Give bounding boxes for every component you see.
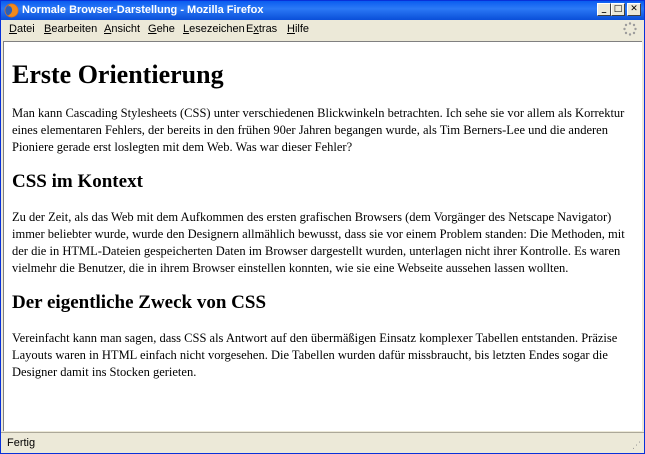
menu-extras[interactable]: Extras (246, 23, 278, 35)
heading-css-im-kontext: CSS im Kontext (12, 171, 143, 192)
paragraph-kontext: Zu der Zeit, als das Web mit dem Aufkommen des ersten grafischen Browsers (dem Vorgänger des Netscape Navigator) immer beliebter wurde, wurde den Designern allmählich bewusst, dass sie vor einem Problem standen: Die Methoden, mit der die in HTML-Dateien gespeicherten Daten im Browser dargestellt wurden, unterlagen nicht ihrer Kontrolle. Es waren vielmehr die Benutzer, die in ihrem Browser einstellen konnten, wie sie eine Webseite aussehen lassen wollten. (12, 210, 625, 275)
menu-bearbeiten[interactable]: Bearbeiten (44, 23, 98, 35)
paragraph-intro: Man kann Cascading Stylesheets (CSS) unter verschiedenen Blickwinkeln betrachten. Ich sehe sie vor allem als Korrektur eines elementaren Fehlers, der bereits in den frühen 90er Jahren begangen wurde, als Tim Berners-Lee und die anderen Pioniere gerade erst loslegten mit dem Web. Was war dieser Fehler? (12, 106, 625, 154)
menu-lesezeichen[interactable]: Lesezeichen (183, 23, 245, 35)
heading-zweck-von-css: Der eigentliche Zweck von CSS (12, 292, 267, 313)
maximize-button[interactable]: □ (611, 3, 625, 16)
close-button[interactable]: ✕ (627, 3, 641, 16)
resize-grip-icon[interactable]: ⋰ (632, 441, 641, 451)
page-content[interactable] (3, 41, 642, 431)
menu-gehe[interactable]: Gehe (148, 23, 175, 35)
menu-bar (1, 20, 644, 39)
paragraph-zweck: Vereinfacht kann man sagen, dass CSS als Antwort auf den übermäßigen Einsatz komplexer Tabellen entstanden. Präzise Layouts waren in HTML einfach nicht vorgesehen. Die Tabellen wurden dafür missbraucht, bis letzten Endes sogar die Designer damit ins Stocken gerieten. (12, 331, 618, 379)
page-heading: Erste Orientierung (12, 60, 224, 89)
throbber-icon (622, 21, 638, 37)
status-text: Fertig (7, 437, 36, 449)
minimize-button[interactable]: _ (597, 3, 611, 16)
window-title: Normale Browser-Darstellung - Mozilla Firefox (22, 4, 264, 16)
status-bar (1, 432, 644, 453)
document-body (4, 60, 642, 381)
menu-datei[interactable]: Datei (9, 23, 35, 35)
firefox-icon (4, 3, 19, 18)
title-bar[interactable] (1, 1, 644, 20)
menu-hilfe[interactable]: Hilfe (287, 23, 310, 35)
menu-ansicht[interactable]: Ansicht (104, 23, 141, 35)
